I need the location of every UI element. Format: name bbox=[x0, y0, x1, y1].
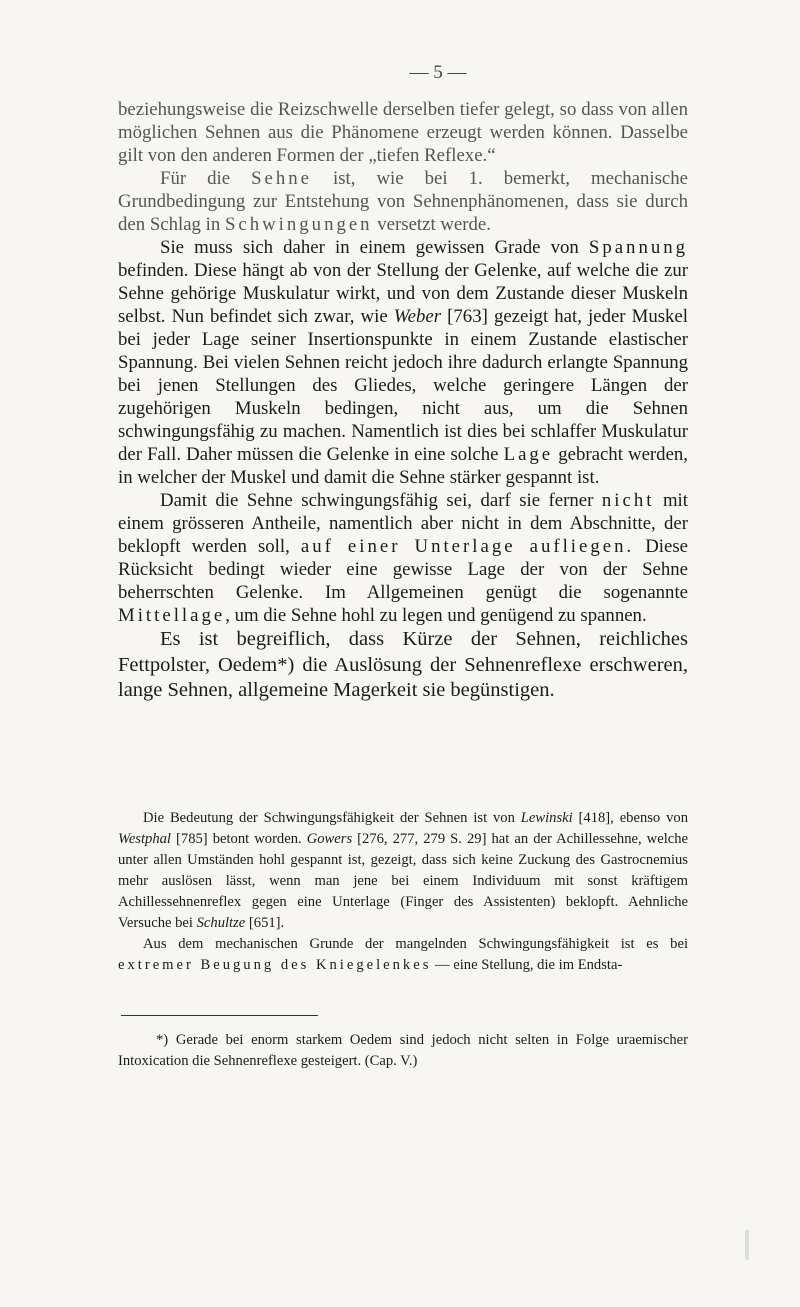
main-text bbox=[118, 98, 688, 704]
text-run: [763] gezeigt hat, jeder Muskel bei jeder Lage seiner Insertionspunkte in einem Zustande elastischer Spannung. Bei vielen Sehnen reicht jedoch ihre dadurch erlangte Spannung bei jenen Stellungen des Gliedes, welche geringere Längen der zugehörigen Muskeln bedingen, nicht aus, um die Sehnen schwingungsfähig zu machen. Namentlich ist dies bei schlaffer Muskulatur der Fall. Daher müssen die Gelenke in eine solche bbox=[118, 306, 688, 465]
footnote-divider bbox=[121, 1015, 318, 1016]
text-run: versetzt werde. bbox=[372, 214, 491, 235]
text-run: gebracht werden, in welcher der Muskel und damit die Sehne stärker gespannt ist. bbox=[118, 444, 688, 488]
text-run: Diese Rücksicht bedingt wieder eine gewisse Lage der von der Sehne beherrschten Gelenke. Im Allgemeinen genügt die sogenannte bbox=[118, 536, 688, 603]
spaced-emphasis: nicht bbox=[601, 490, 655, 511]
spaced-emphasis: auf einer Unterlage aufliegen. bbox=[300, 536, 635, 557]
text-run: [418], ebenso von bbox=[572, 810, 688, 826]
spaced-emphasis: extremer Beugung des Kniegelenkes bbox=[118, 957, 432, 973]
paragraph bbox=[118, 167, 688, 236]
spaced-emphasis: Spannung bbox=[588, 237, 688, 258]
footnote bbox=[118, 1030, 688, 1072]
spaced-emphasis: Mittellage bbox=[118, 605, 226, 626]
paragraph: beziehungsweise die Reizschwelle derselben tiefer gelegt, so dass von allen möglichen Sehnen aus die Phänomene erzeugt werden können. Dasselbe gilt von den anderen Formen der „tiefen Reflexe.“ bbox=[118, 99, 688, 166]
author-name: Lewinski bbox=[520, 810, 573, 826]
author-name: Gowers bbox=[306, 831, 353, 847]
text-run: befinden. Diese hängt ab von der Stellung der Gelenke, auf welche die zur Sehne gehörige Muskulatur wirkt, und von dem Zustande dieser Muskeln selbst. Nun befindet sich zwar, wie bbox=[118, 260, 688, 327]
text-run: Aus dem mechanischen Grunde der mangelnden Schwingungsfähigkeit ist es bei bbox=[143, 936, 688, 952]
text-run: Damit die Sehne schwingungsfähig sei, darf sie ferner bbox=[160, 490, 602, 511]
author-name: Schultze bbox=[196, 915, 246, 931]
text-run: [785] betont worden. bbox=[170, 831, 307, 847]
author-name: Weber bbox=[393, 306, 442, 327]
text-run: , um die Sehne hohl zu legen und genügend zu spannen. bbox=[225, 605, 647, 626]
text-run: mit einem grösseren Antheile, namentlich aber nicht in dem Abschnitte, der beklopft werden soll, bbox=[118, 490, 688, 557]
text-run: Sie muss sich daher in einem gewissen Grade von bbox=[160, 237, 589, 258]
author-name: Westphal bbox=[118, 831, 171, 847]
small-paragraph bbox=[118, 934, 688, 976]
spaced-emphasis: Schwingungen bbox=[224, 214, 373, 235]
spaced-emphasis: Sehne bbox=[251, 168, 312, 189]
text-run: Die Bedeutung der Schwingungsfähigkeit der Sehnen ist von bbox=[143, 810, 521, 826]
footnote-text: *) Gerade bei enorm starkem Oedem sind jedoch nicht selten in Folge uraemischer Intoxication die Sehnenreflexe gesteigert. (Cap. V.) bbox=[118, 1032, 688, 1069]
text-run: [276, 277, 279 S. 29] hat an der Achillessehne, welche unter allen Umständen hohl gespannt ist, gezeigt, dass sich keine Zuckung des Gastrocnemius mehr auslösen lässt, wenn man jene bei einem Individuum mit sonst kräftigem Achillessehnenreflex gegen eine Unterlage (Finger des Assistenten) beklopft. Aehnliche Versuche bei bbox=[118, 831, 688, 931]
text-run: Für die bbox=[160, 168, 252, 189]
scan-artifact bbox=[745, 1230, 749, 1260]
text-run: ist, wie bei 1. bemerkt, mechanische Grundbedingung zur Entstehung von Sehnenphänomenen, dass sie durch den Schlag in bbox=[118, 168, 688, 235]
text-run: [651]. bbox=[245, 915, 285, 931]
page-number: — 5 — bbox=[409, 62, 467, 83]
paragraph: Es ist begreiflich, dass Kürze der Sehnen, reichliches Fettpolster, Oedem*) die Auslösung der Sehnenreflexe erschweren, lange Sehnen, allgemeine Magerkeit sie begünstigen. bbox=[118, 628, 688, 701]
small-print-section bbox=[118, 808, 688, 976]
spaced-emphasis: Lage bbox=[503, 444, 554, 465]
text-run: — eine Stellung, die im Endsta- bbox=[431, 957, 623, 973]
small-paragraph bbox=[118, 808, 688, 934]
paragraph bbox=[118, 489, 688, 627]
paragraph bbox=[118, 236, 688, 489]
